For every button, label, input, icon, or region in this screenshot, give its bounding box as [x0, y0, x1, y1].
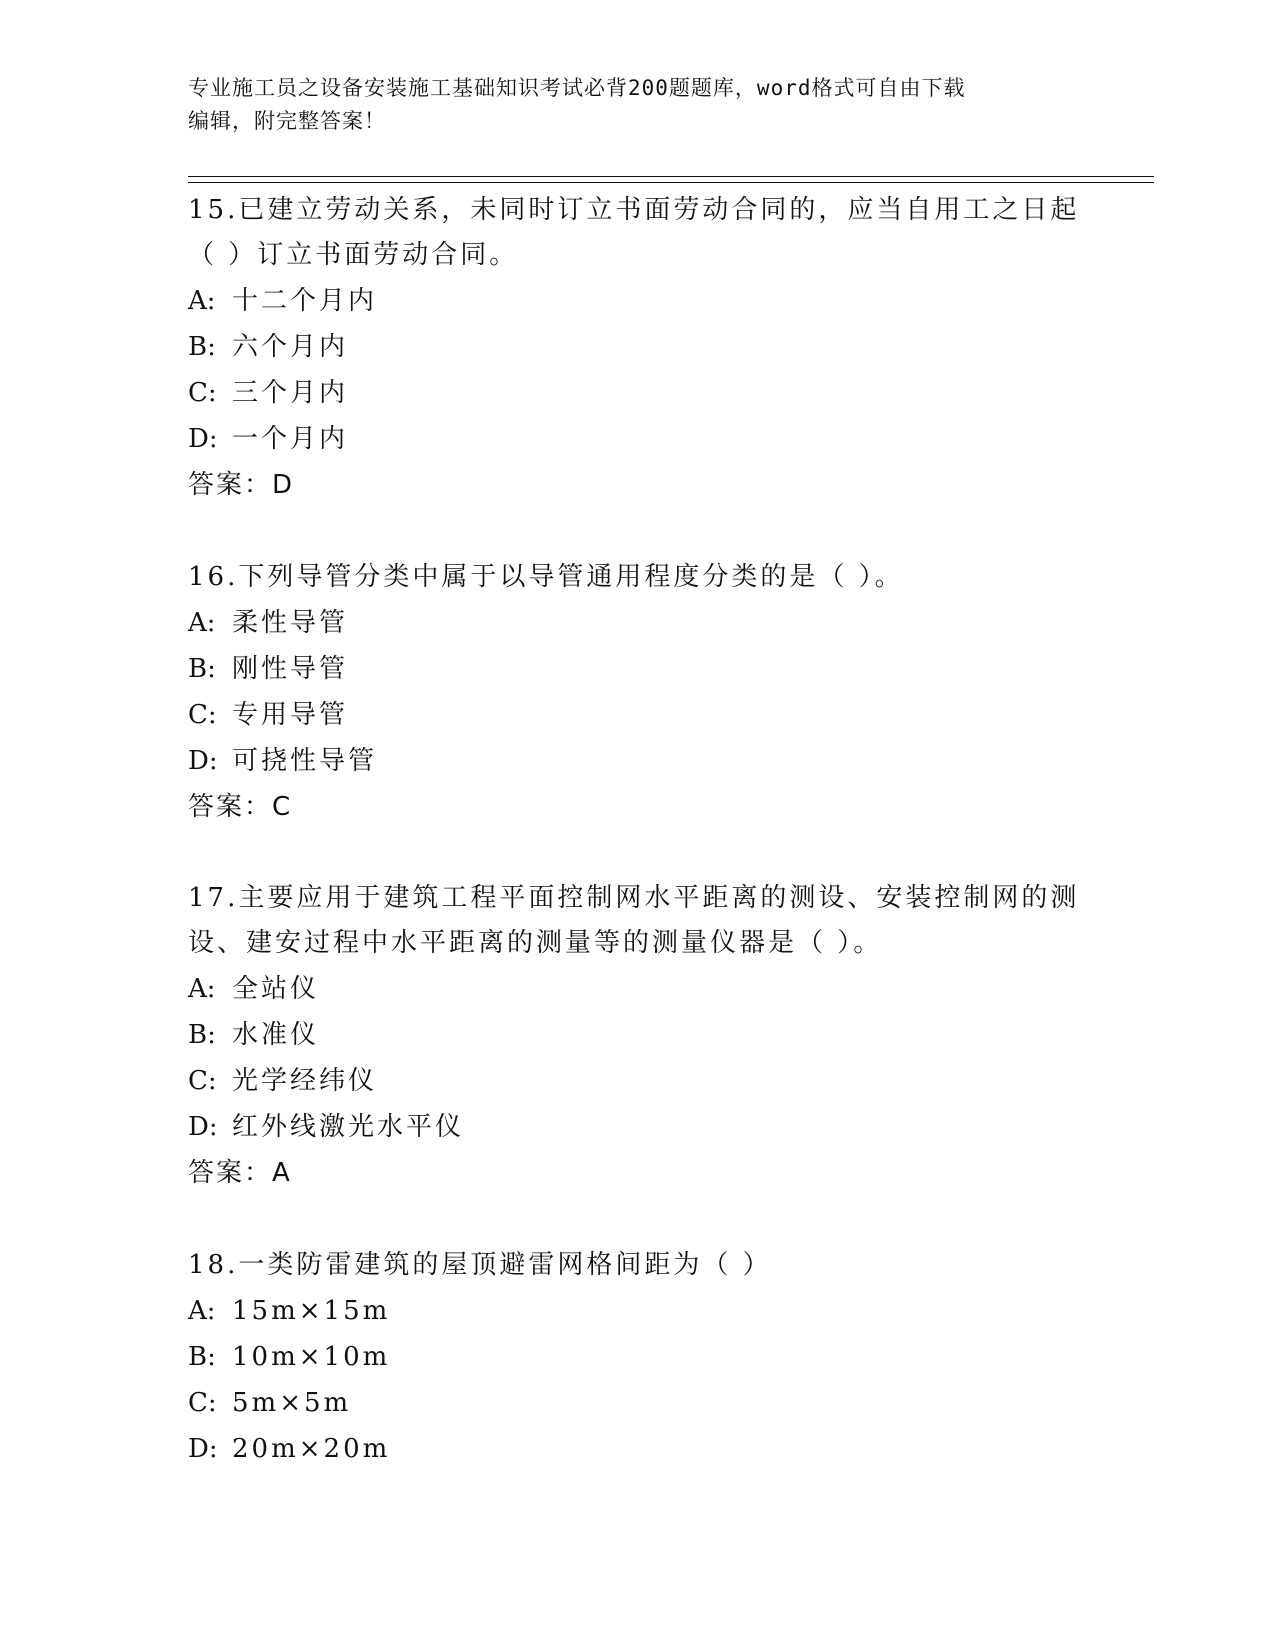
answer-line: 答案：C — [188, 792, 293, 822]
option-d — [188, 1104, 1088, 1150]
option-letter: D: — [188, 424, 218, 454]
option-text: 全站仪 — [232, 974, 320, 1004]
option-b — [188, 1012, 1088, 1058]
header-line-1: 专业施工员之设备安装施工基础知识考试必背200题题库，word格式可自由下载 — [188, 76, 966, 100]
option-letter: A: — [188, 286, 216, 316]
option-a — [188, 1288, 1088, 1334]
option-c — [188, 692, 1088, 738]
option-letter: B: — [188, 1020, 216, 1050]
option-c — [188, 1380, 1088, 1426]
option-text: 15m×15m — [232, 1296, 391, 1326]
option-a — [188, 966, 1088, 1012]
question-stem-line-1: 17.主要应用于建筑工程平面控制网水平距离的测设、安装控制网的测 — [188, 883, 1080, 913]
option-text: 三个月内 — [232, 378, 349, 408]
option-text: 光学经纬仪 — [232, 1066, 378, 1096]
option-b — [188, 324, 1088, 370]
option-letter: C: — [188, 700, 217, 730]
option-a — [188, 600, 1088, 646]
option-c — [188, 1058, 1088, 1104]
option-letter: D: — [188, 746, 218, 776]
option-d — [188, 1426, 1088, 1472]
option-d — [188, 738, 1088, 784]
option-text: 六个月内 — [232, 332, 349, 362]
header-line-2: 编辑，附完整答案！ — [188, 109, 386, 133]
option-text: 十二个月内 — [232, 286, 378, 316]
option-letter: B: — [188, 332, 216, 362]
option-text: 专用导管 — [232, 700, 349, 730]
header-divider-top — [188, 176, 1154, 177]
question-stem-line-1: 15.已建立劳动关系，未同时订立书面劳动合同的，应当自用工之日起 — [188, 195, 1080, 225]
option-letter: C: — [188, 1066, 217, 1096]
question-stem — [188, 188, 1088, 278]
answer-line: 答案：A — [188, 1158, 292, 1188]
question-stem — [188, 876, 1088, 966]
question-16 — [188, 555, 1088, 830]
question-stem-line-1: 18.一类防雷建筑的屋顶避雷网格间距为（ ） — [188, 1250, 772, 1280]
option-letter: D: — [188, 1112, 218, 1142]
option-letter: C: — [188, 378, 217, 408]
option-letter: A: — [188, 974, 216, 1004]
option-text: 一个月内 — [232, 424, 349, 454]
option-letter: B: — [188, 1342, 216, 1372]
option-text: 柔性导管 — [232, 608, 349, 638]
question-stem-line-2: 设、建安过程中水平距离的测量等的测量仪器是（ ）。 — [188, 928, 883, 958]
option-text: 可挠性导管 — [232, 746, 378, 776]
option-letter: D: — [188, 1434, 218, 1464]
question-stem — [188, 1243, 1088, 1288]
option-letter: A: — [188, 608, 216, 638]
option-c — [188, 370, 1088, 416]
question-18 — [188, 1243, 1088, 1472]
option-text: 刚性导管 — [232, 654, 349, 684]
question-stem-line-1: 16.下列导管分类中属于以导管通用程度分类的是（ ）。 — [188, 562, 904, 592]
option-b — [188, 646, 1088, 692]
question-17 — [188, 876, 1088, 1196]
option-d — [188, 416, 1088, 462]
option-b — [188, 1334, 1088, 1380]
option-text: 10m×10m — [232, 1342, 391, 1372]
option-letter: B: — [188, 654, 216, 684]
option-letter: C: — [188, 1388, 217, 1418]
option-text: 20m×20m — [232, 1434, 391, 1464]
option-text: 5m×5m — [232, 1388, 352, 1418]
question-stem — [188, 555, 1088, 600]
question-15 — [188, 188, 1088, 508]
option-a — [188, 278, 1088, 324]
question-stem-line-2: （ ）订立书面劳动合同。 — [188, 240, 519, 270]
option-text: 红外线激光水平仪 — [232, 1112, 465, 1142]
header-divider-bottom — [188, 182, 1154, 183]
option-letter: A: — [188, 1296, 216, 1326]
document-header — [188, 72, 1088, 138]
answer-line: 答案：D — [188, 470, 295, 500]
option-text: 水准仪 — [232, 1020, 320, 1050]
